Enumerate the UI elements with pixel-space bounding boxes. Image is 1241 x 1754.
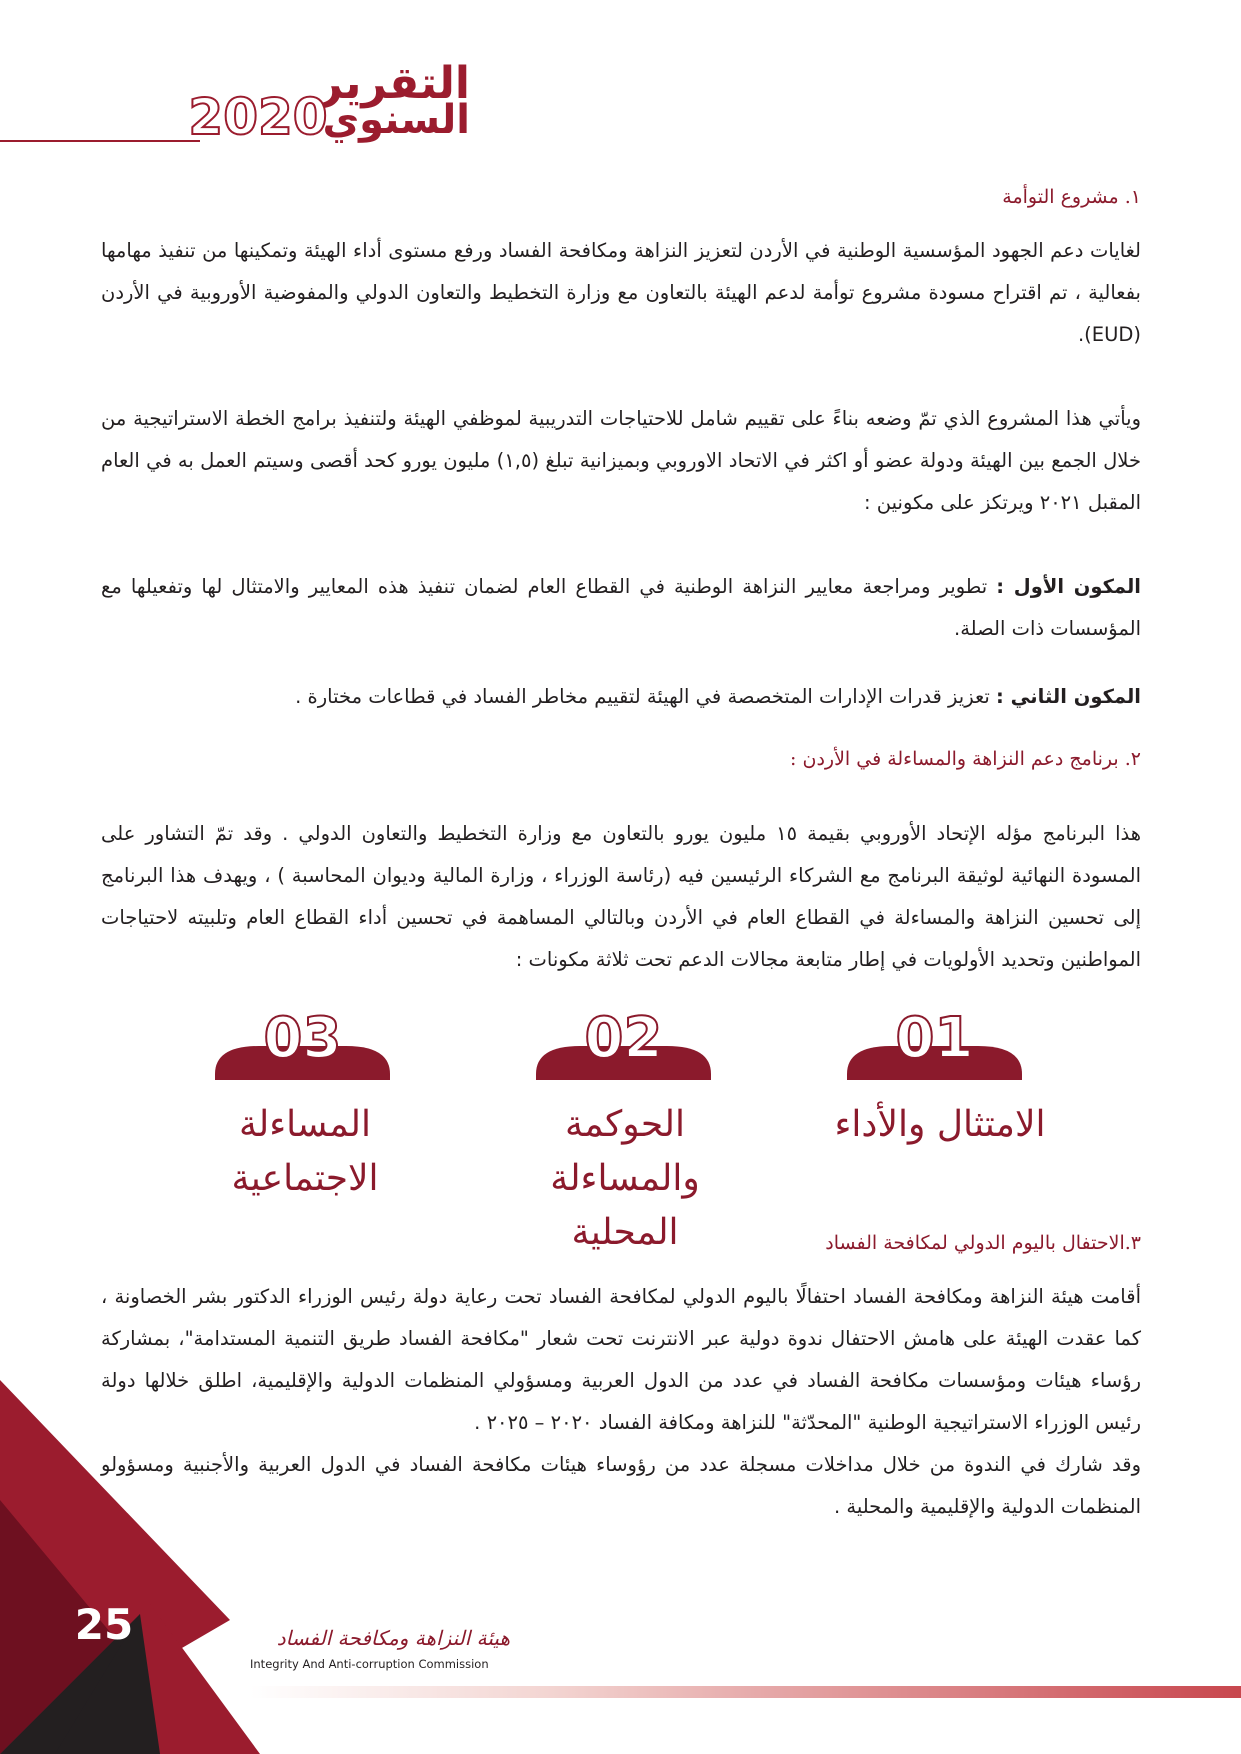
section3-paragraph2: وقد شارك في الندوة من خلال مداخلات مسجلة عدد من رؤوساء هيئات مكافحة الفساد في الدول العربية والأجنبية ومسؤولو المنظمات الدولية والإقليمية والمحلية . bbox=[101, 1453, 1141, 1518]
section2-heading: ٢. برنامج دعم النزاهة والمساءلة في الأردن : bbox=[790, 748, 1141, 770]
component1-label: المكون الأول : bbox=[996, 575, 1141, 598]
component-number: 03 bbox=[263, 1006, 342, 1071]
org-name-arabic: هيئة النزاهة ومكافحة الفساد bbox=[276, 1626, 510, 1650]
component2-text: تعزيز قدرات الإدارات المتخصصة في الهيئة لتقييم مخاطر الفساد في قطاعات مختارة . bbox=[295, 685, 996, 708]
page-number: 25 bbox=[74, 1600, 134, 1649]
component2-label: المكون الثاني : bbox=[995, 685, 1141, 708]
report-title-line2: السنوي bbox=[322, 97, 470, 143]
section1-heading: ١. مشروع التوأمة bbox=[1002, 186, 1141, 208]
footer-gradient-bar bbox=[250, 1686, 1241, 1698]
report-title-line1: التقرير bbox=[317, 58, 470, 109]
section1-component2 bbox=[101, 676, 1141, 718]
section1-paragraph1: لغايات دعم الجهود المؤسسية الوطنية في الأردن لتعزيز النزاهة ومكافحة الفساد ورفع مستوى أداء الهيئة وتمكينها من تنفيذ مهامها بفعالية ، تم اقتراح مسودة مشروع توأمة لدعم الهيئة بالتعاون مع وزارة التخطيط والتعاون الدولي والمفوضية الأوروبية في الأردن (EUD). bbox=[101, 239, 1141, 346]
component-label-03: المساءلة الاجتماعية bbox=[231, 1104, 379, 1199]
section1-paragraph2: ويأتي هذا المشروع الذي تمّ وضعه بناءً على تقييم شامل للاحتياجات التدريبية لموظفي الهيئة ولتنفيذ برامج الخطة الاستراتيجية من خلال الجمع بين الهيئة ودولة عضو أو اكثر في الاتحاد الاوروبي وبميزانية تبلغ (١,٥) مليون يورو كحد أقصى وسيتم العمل به في العام المقبل ٢٠٢١ ويرتكز على مكونين : bbox=[101, 407, 1141, 514]
header-rule bbox=[0, 140, 200, 142]
corner-decoration bbox=[0, 1380, 260, 1754]
component-label-02: الحوكمة والمساءلة المحلية bbox=[550, 1104, 700, 1253]
section1-component1 bbox=[101, 566, 1141, 650]
component1-text: تطوير ومراجعة معايير النزاهة الوطنية في القطاع العام لضمان تنفيذ هذه المعايير والامتثال لها وتفعيلها مع المؤسسات ذات الصلة. bbox=[101, 575, 1141, 640]
section3-heading: ٣.الاحتفال باليوم الدولي لمكافحة الفساد bbox=[825, 1232, 1141, 1254]
section3-paragraph1: أقامت هيئة النزاهة ومكافحة الفساد احتفالًا باليوم الدولي لمكافحة الفساد تحت رعاية دولة رئيس الوزراء الدكتور بشر الخصاونة ، كما عقدت الهيئة على هامش الاحتفال ندوة دولية عبر الانترنت تحت شعار "مكافحة الفساد طريق التنمية المستدامة"، بمشاركة رؤساء هيئات ومؤسسات مكافحة الفساد في عدد من الدول العربية ومسؤولي المنظمات الدولية والإقليمية، اطلق خلالها دولة رئيس الوزراء الاستراتيجية الوطنية "المحدّثة" للنزاهة ومكافة الفساد ٢٠٢٠ – ٢٠٢٥ . bbox=[101, 1285, 1141, 1434]
component-label-01: الامتثال والأداء bbox=[834, 1104, 1046, 1145]
org-name-english: Integrity And Anti-corruption Commission bbox=[250, 1657, 489, 1671]
component-number: 01 bbox=[895, 1006, 974, 1071]
component-badge-03 bbox=[215, 1006, 390, 1080]
component-number: 02 bbox=[584, 1006, 663, 1071]
component-badge-01 bbox=[847, 1006, 1022, 1080]
component-badge-02 bbox=[536, 1006, 711, 1080]
report-year: 2020 bbox=[188, 88, 328, 146]
section2-paragraph1: هذا البرنامج مؤله الإتحاد الأوروبي بقيمة ١٥ مليون يورو بالتعاون مع وزارة التخطيط والتعاون الدولي . وقد تمّ التشاور على المسودة النهائية لوثيقة البرنامج مع الشركاء الرئيسين فيه (رئاسة الوزراء ، وزارة المالية وديوان المحاسبة ) ، ويهدف هذا البرنامج إلى تحسين النزاهة والمساءلة في القطاع العام في الأردن وبالتالي المساهمة في تحسين أداء القطاع العام وتلبيته لاحتياجات المواطنين وتحديد الأولويات في إطار متابعة مجالات الدعم تحت ثلاثة مكونات : bbox=[101, 822, 1142, 971]
